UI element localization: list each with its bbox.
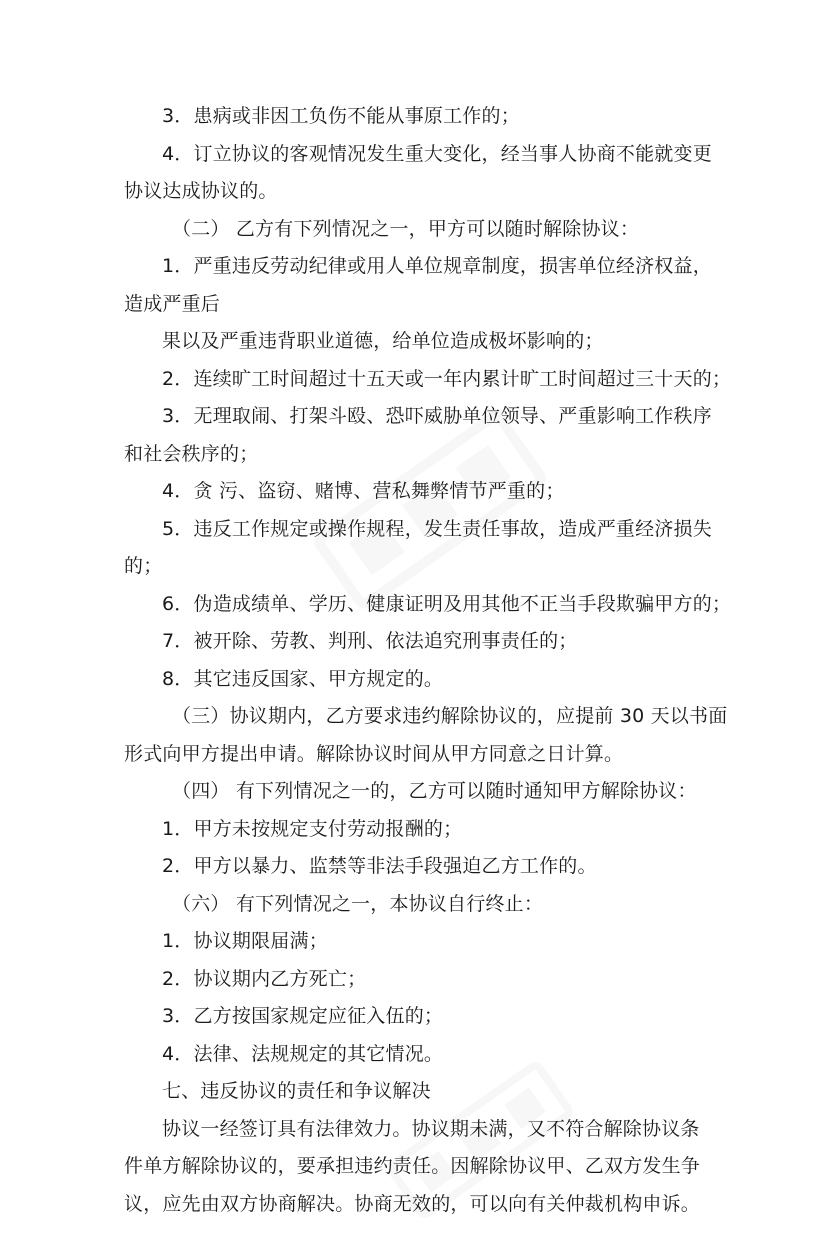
paragraph-line: 果以及严重违背职业道德，给单位造成极坏影响的； — [162, 330, 604, 352]
paragraph-line: 2．连续旷工时间超过十五天或一年内累计旷工时间超过三十天的； — [162, 367, 732, 390]
paragraph-line: 协议达成协议的。 — [124, 180, 278, 202]
paragraph-line: 1．协议期限届满； — [162, 930, 328, 952]
paragraph-line: 4．法律、法规规定的其它情况。 — [162, 1042, 444, 1065]
section-heading: （六） 有下列情况之一，本协议自行终止： — [172, 892, 544, 915]
paragraph-line: 造成严重后 — [124, 292, 221, 315]
paragraph-line: 形式向甲方提出申请。解除协议时间从甲方同意之日计算。 — [124, 742, 624, 765]
chapter-heading: 七、违反协议的责任和争议解决 — [162, 1080, 431, 1102]
paragraph-line: 件单方解除协议的，要承担违约责任。因解除协议甲、乙双方发生争 — [124, 1155, 701, 1177]
paragraph-line: 5．违反工作规定或操作规程，发生责任事故，造成严重经济损失 — [162, 517, 712, 540]
paragraph-line: 1．甲方未按规定支付劳动报酬的； — [162, 817, 463, 840]
paragraph-line: 2．协议期内乙方死亡； — [162, 967, 367, 990]
paragraph-line: 3．无理取闹、打架斗殴、恐吓威胁单位领导、严重影响工作秩序 — [162, 405, 712, 427]
paragraph-line: 3．乙方按国家规定应征入伍的； — [162, 1005, 444, 1027]
paragraph-line: 6．伪造成绩单、学历、健康证明及用其他不正当手段欺骗甲方的； — [162, 592, 732, 615]
paragraph-line: 4．订立协议的客观情况发生重大变化，经当事人协商不能就变更 — [162, 142, 712, 165]
paragraph-line: 的； — [124, 555, 163, 577]
paragraph-line: 7．被开除、劳教、判刑、依法追究刑事责任的； — [162, 630, 578, 652]
paragraph-line: 1．严重违反劳动纪律或用人单位规章制度，损害单位经济权益， — [162, 255, 712, 277]
paragraph-line: 和社会秩序的； — [124, 442, 259, 465]
paragraph-line: 4．贪 污、盗窃、赌博、营私舞弊情节严重的； — [162, 480, 565, 502]
paragraph-line: 协议一经签订具有法律效力。协议期未满，又不符合解除协议条 — [162, 1117, 700, 1140]
paragraph-line: 议，应先由双方协商解决。协商无效的，可以向有关仲裁机构申诉。 — [124, 1192, 701, 1215]
paragraph-line: 3．患病或非因工负伤不能从事原工作的； — [162, 105, 520, 127]
paragraph-line: 8．其它违反国家、甲方规定的。 — [162, 667, 444, 690]
section-heading: （四） 有下列情况之一的，乙方可以随时通知甲方解除协议： — [172, 780, 697, 802]
section-heading: （二） 乙方有下列情况之一，甲方可以随时解除协议： — [172, 217, 640, 240]
paragraph-line: 2．甲方以暴力、监禁等非法手段强迫乙方工作的。 — [162, 855, 597, 877]
section-heading: （三）协议期内，乙方要求违约解除协议的，应提前 30 天以书面 — [172, 705, 728, 727]
document-body — [124, 98, 732, 1223]
